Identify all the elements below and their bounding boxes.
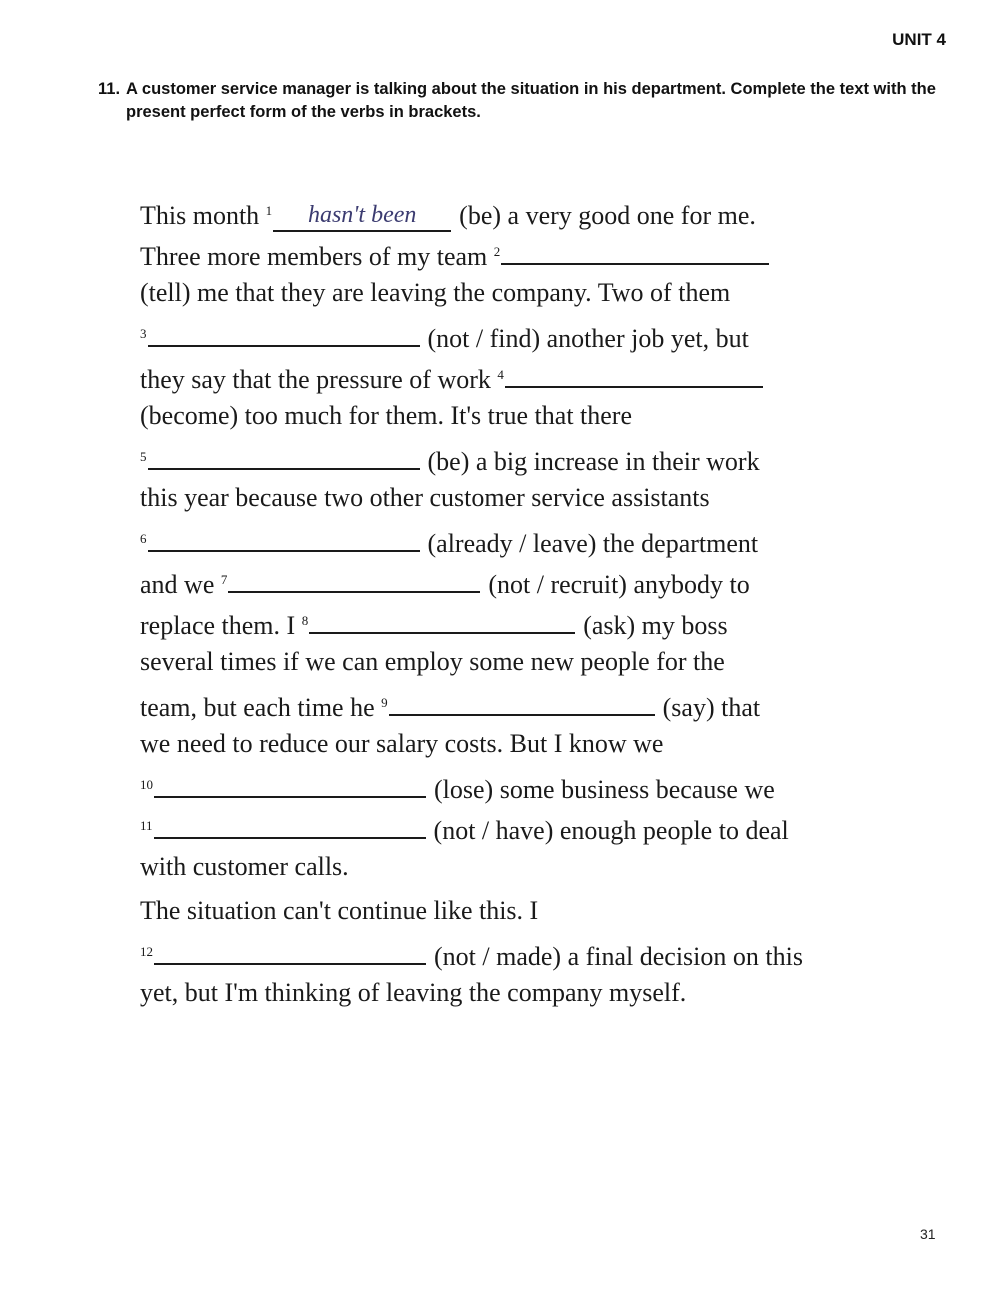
unit-label: UNIT 4 (892, 30, 946, 49)
passage-line: yet, but I'm thinking of leaving the company myself. (140, 978, 687, 1007)
answer-blank-1[interactable] (273, 204, 451, 232)
gap-number: 12 (140, 944, 153, 959)
passage-line: with customer calls. (140, 852, 349, 881)
passage-text: (already / leave) the department (427, 529, 759, 558)
passage-text: (not / made) a final decision on this (434, 942, 803, 971)
passage-line (140, 810, 789, 845)
passage-text: (not / find) another job yet, but (427, 324, 749, 353)
exercise-number: 11. (98, 80, 121, 98)
passage-line: this year because two other customer service assistants (140, 483, 710, 512)
passage-line: (tell) me that they are leaving the company. Two of them (140, 278, 731, 307)
passage-line: (become) too much for them. It's true that there (140, 401, 633, 430)
answer-text: hasn't been (307, 202, 417, 228)
passage-line (140, 769, 775, 804)
passage-line (140, 564, 750, 599)
passage-text: they say that the pressure of work (140, 365, 498, 394)
exercise-instructions-text: A customer service manager is talking about the situation in his department. Complete the text with the present perfect form of the verbs in brackets. (126, 80, 936, 121)
passage-line (140, 195, 756, 230)
passage-line: The situation can't continue like this. I (140, 896, 539, 925)
answer-blank-2[interactable] (501, 241, 769, 265)
passage-text: team, but each time he (140, 693, 382, 722)
gap-number: 3 (140, 326, 147, 341)
answer-blank-3[interactable] (148, 323, 420, 347)
passage-line (140, 441, 760, 476)
passage-text: (lose) some business because we (434, 775, 775, 804)
passage-line: we need to reduce our salary costs. But I know we (140, 729, 664, 758)
gap-number: 7 (220, 572, 228, 587)
gap-number: 2 (493, 244, 501, 259)
gap-number: 11 (140, 818, 153, 833)
answer-blank-12[interactable] (154, 941, 426, 965)
passage-text: (not / recruit) anybody to (488, 570, 750, 599)
passage-line: several times if we can employ some new people for the (140, 647, 725, 676)
passage-line (140, 936, 803, 971)
passage-text: Three more members of my team (140, 242, 494, 271)
answer-blank-8[interactable] (309, 610, 575, 634)
passage-text: (not / have) enough people to deal (433, 816, 789, 845)
passage-line (140, 359, 771, 394)
passage-text: and we (140, 570, 221, 599)
answer-blank-5[interactable] (148, 446, 420, 470)
passage-text: (be) a big increase in their work (427, 447, 760, 476)
answer-blank-10[interactable] (154, 774, 426, 798)
passage-line (140, 605, 728, 640)
gap-number: 5 (140, 449, 147, 464)
passage-line (140, 523, 759, 558)
passage-text: This month (140, 201, 266, 230)
gap-number: 9 (381, 695, 388, 710)
answer-blank-7[interactable] (228, 569, 480, 593)
passage-line (140, 687, 761, 722)
answer-blank-4[interactable] (505, 364, 763, 388)
answer-blank-6[interactable] (148, 528, 420, 552)
exercise-instructions (98, 78, 948, 124)
gap-number: 4 (497, 367, 504, 382)
passage-text: replace them. I (140, 611, 302, 640)
gap-number: 1 (265, 203, 273, 218)
answer-blank-9[interactable] (389, 692, 655, 716)
passage-text: (ask) my boss (583, 611, 728, 640)
gap-number: 6 (140, 531, 147, 546)
passage-text: (be) a very good one for me. (459, 201, 756, 230)
gap-number: 8 (301, 613, 309, 628)
page-number: 31 (920, 1226, 936, 1242)
passage-line (140, 236, 777, 271)
answer-blank-11[interactable] (154, 815, 426, 839)
passage-line (140, 318, 749, 353)
gap-number: 10 (140, 777, 153, 792)
passage-text: (say) that (662, 693, 761, 722)
